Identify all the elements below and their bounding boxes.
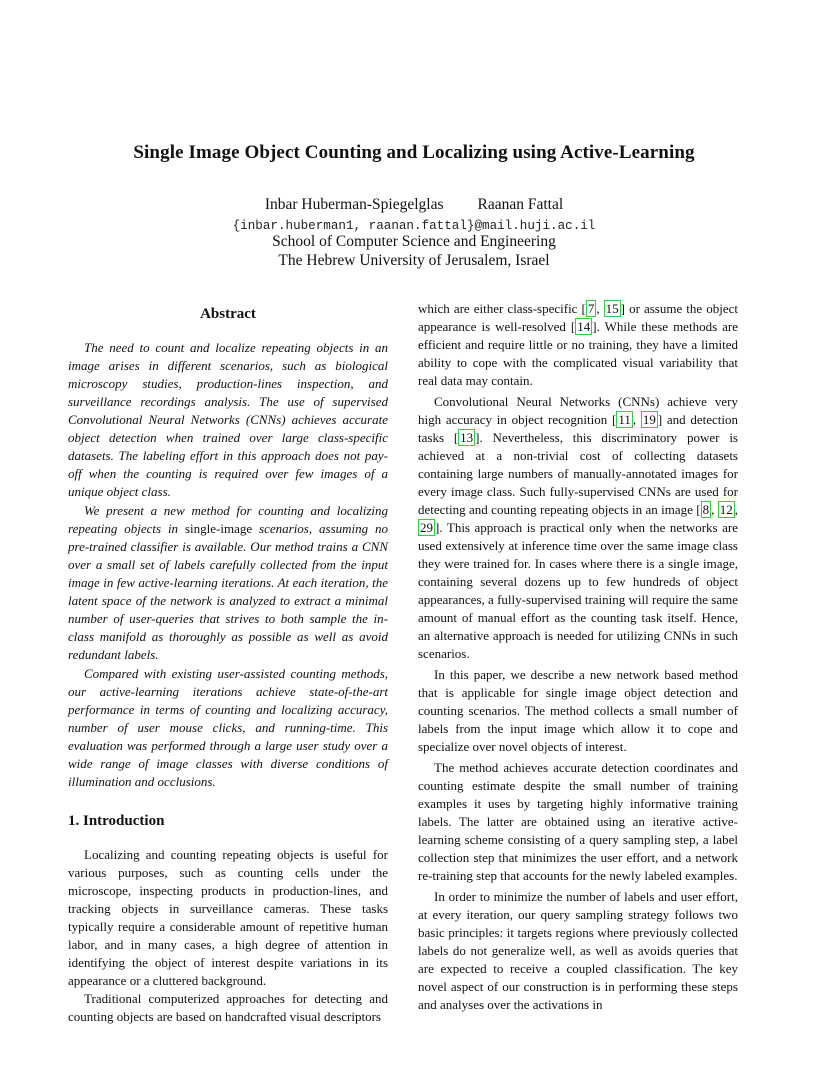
text-run: ]. This approach is practical only when the networks are used extensively at inference time over the same image class they were trained for. In cases where there is a single image, containing several dozens up to few hundreds of object appearances, a fully-supervised training will require the same amount of manual effort as the counting task itself. Hence, an alternative approach is needed for utilizing CNNs in such scenarios. <box>418 520 738 661</box>
citation-link[interactable]: 12 <box>719 502 733 517</box>
paper-title: Single Image Object Counting and Localizing using Active-Learning <box>133 142 695 163</box>
text-run: We present a new method for counting and localizing repeating objects in <box>68 503 388 536</box>
body-paragraph: In this paper, we describe a new network based method that is applicable for single image object detection and counting scenarios. The method collects a small number of labels from the input image which allow it to cope and specialize over novel objects of interest. <box>418 667 738 754</box>
author-emails: {inbar.huberman1, raanan.fattal}@mail.huji.ac.il <box>232 219 596 233</box>
body-paragraph: In order to minimize the number of labels and user effort, at every iteration, our query sampling strategy follows two basic principles: it targets regions where previously collected labels do not generalize well, as well as avoids queries that are expected to receive a coupled classification. The key novel aspect of our construction is in performing these steps and analyses over the activations in <box>418 889 738 1012</box>
text-run: ]. While these methods are efficient and require little or no training, they have a limited ability to cope with the complicated visual variability that real data may contain. <box>418 319 739 388</box>
citation-link[interactable]: 8 <box>702 502 710 517</box>
affiliation-line: The Hebrew University of Jerusalem, Israel <box>278 252 550 269</box>
body-paragraph: Localizing and counting repeating objects is useful for various purposes, such as counting cells under the microscope, inspecting products in production-lines, and tracking objects in surveillance cameras. These tasks typically require a considerable amount of repetitive human labor, and in many cases, a high degree of attention in identifying the object of interest despite variations in its appearance or a cluttered background. <box>68 847 388 988</box>
text-run: which are either class-specific [ <box>418 301 586 316</box>
citation-link[interactable]: 29 <box>420 520 433 535</box>
citation-link[interactable]: 13 <box>460 430 474 445</box>
citation-link[interactable]: 7 <box>587 301 595 316</box>
body-paragraph: The method achieves accurate detection coordinates and counting estimate despite the small number of training examples it uses by targeting highly informative training labels. The latter are obtained using an iterative active-learning scheme consisting of a query sampling step, a label collection step that minimizes the user effort, and a network re-training step that accounts for the newly labeled examples. <box>418 760 738 883</box>
section-heading: 1. Introduction <box>68 813 165 829</box>
text-run: ] and detection tasks [ <box>418 412 739 445</box>
right-column <box>418 300 738 1017</box>
text-run: Convolutional Neural Networks (CNNs) achieve very high accuracy in object recognition [ <box>418 394 738 427</box>
body-paragraph <box>418 300 738 390</box>
left-column <box>68 305 388 1026</box>
abstract-paragraph <box>68 502 388 664</box>
abstract-heading: Abstract <box>200 306 256 322</box>
abstract-paragraph: Compared with existing user-assisted counting methods, our active-learning iterations achieve state-of-the-art performance in terms of counting and localizing accuracy, number of user mouse clicks, and running-time. This evaluation was performed through a large user study over a wide range of image classes with diverse conditions of illumination and occlusions. <box>68 666 388 789</box>
text-run: scenarios, assuming no pre-trained classifier is available. Our method trains a CNN over a small set of labels carefully collected from the input image in few active-learning iterations. At each iteration, the latent space of the network is analyzed to extract a minimal number of user-queries that strives to both sample the in-class manifold as thoroughly as possible as well as avoid redundant labels. <box>68 521 389 662</box>
text-run: ] or assume the object appearance is well-resolved [ <box>418 301 739 334</box>
citation-link[interactable]: 19 <box>642 412 656 427</box>
affiliation-line: School of Computer Science and Engineering <box>272 233 556 250</box>
citation-link[interactable]: 15 <box>605 301 619 316</box>
body-paragraph: Traditional computerized approaches for detecting and counting objects are based on handcrafted visual descriptors <box>68 991 388 1024</box>
author-name: Inbar Huberman-Spiegelglas <box>264 196 444 213</box>
text-run: , <box>711 502 718 517</box>
author-list <box>0 196 828 214</box>
text-run: single-image <box>184 521 253 536</box>
citation-link[interactable]: 14 <box>577 319 591 334</box>
author-name: Raanan Fattal <box>477 196 564 213</box>
text-run: , <box>734 502 739 517</box>
abstract-section <box>68 305 388 791</box>
body-paragraph <box>418 393 738 663</box>
abstract-paragraph: The need to count and localize repeating objects in an image arises in different scenarios, such as biological microscopy studies, production-lines inspection, and surveillance recordings analysis. The use of supervised Convolutional Neural Networks (CNNs) achieves accurate object detection when trained over large class-specific datasets. The labeling effort in this approach does not pay-off when the counting is required over few images of a unique object class. <box>68 340 388 499</box>
text-run: , <box>632 412 641 427</box>
text-run: ]. Nevertheless, this discriminatory power is achieved at a non-trivial cost of collecting datasets containing large numbers of manually-annotated images for every image class. Such fully-supervised CNNs are used for detecting and counting repeating objects in an image [ <box>418 430 738 517</box>
text-run: , <box>596 301 604 316</box>
citation-link[interactable]: 11 <box>618 412 631 427</box>
